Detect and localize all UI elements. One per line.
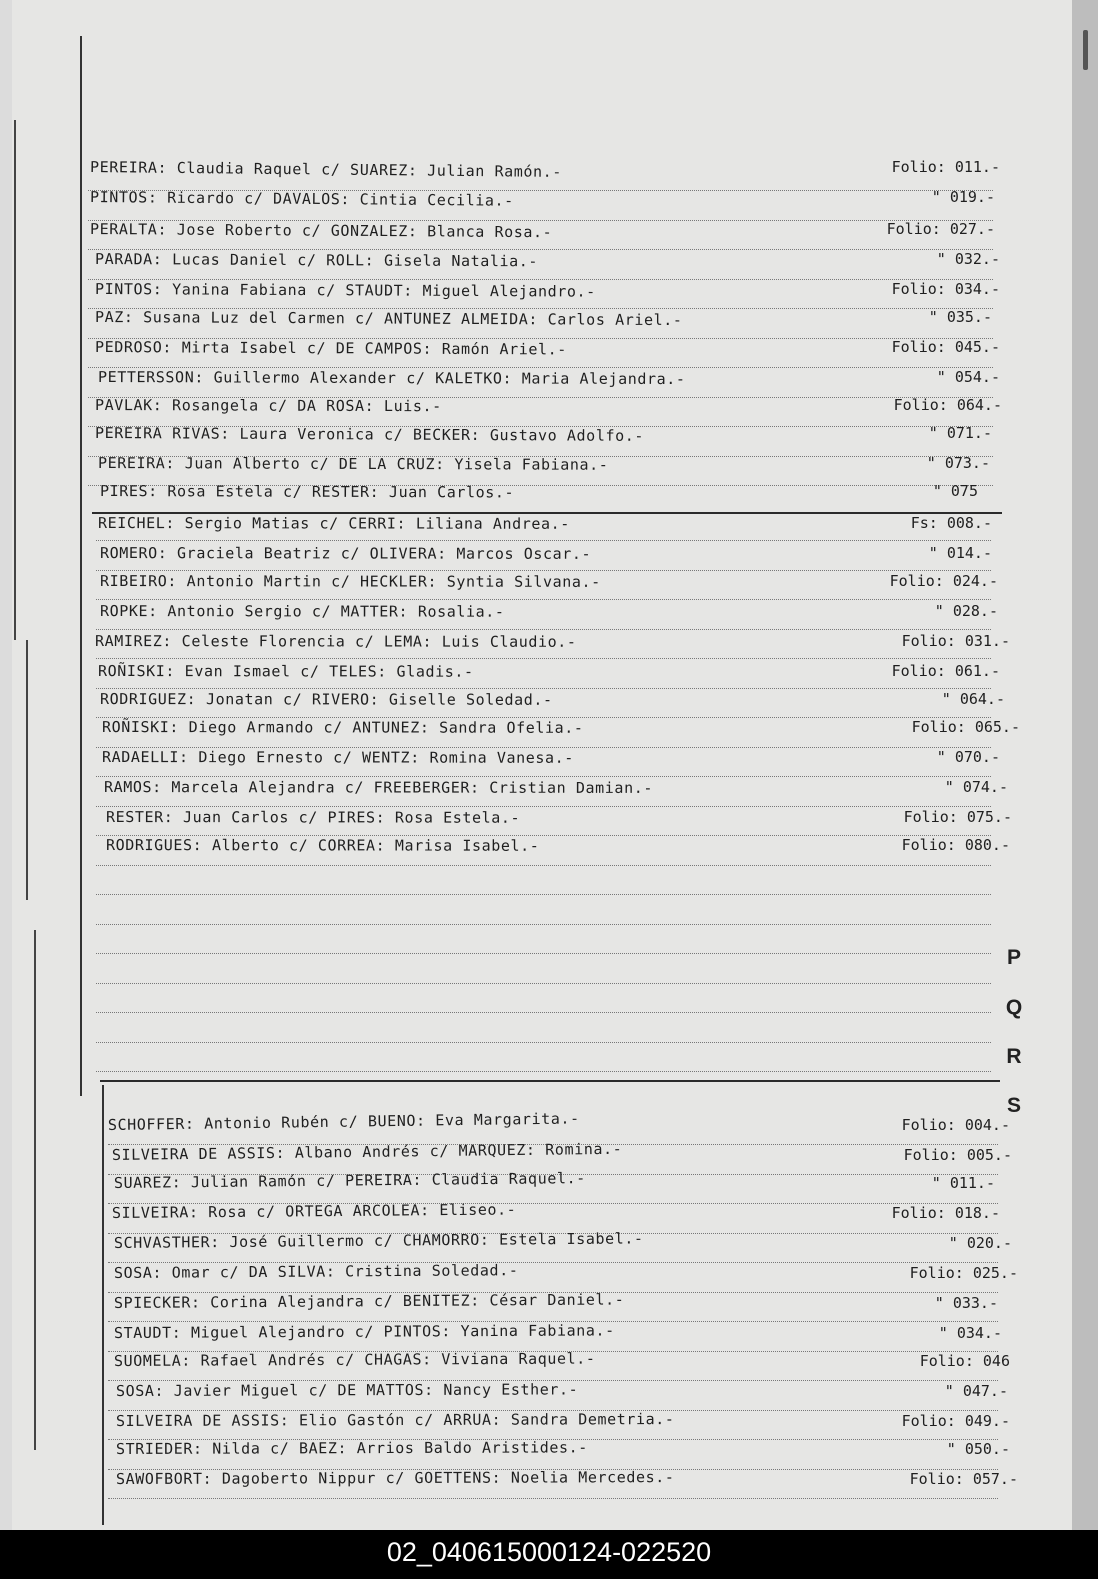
entry-parties: PIRES: Rosa Estela c/ RESTER: Juan Carlos.-	[100, 482, 515, 502]
entry-parties: RADAELLI: Diego Ernesto c/ WENTZ: Romina Vanesa.-	[102, 748, 574, 767]
entry-folio: Folio: 064.-	[893, 396, 1002, 414]
entry-folio: Folio: 061.-	[891, 662, 1000, 680]
entry-folio: Folio: 065.-	[911, 718, 1020, 736]
entry-folio: " 074.-	[944, 778, 1008, 796]
ledger-line	[96, 599, 991, 600]
ledger-line	[96, 629, 991, 630]
entry-parties: SOSA: Omar c/ DA SILVA: Cristina Soledad.-	[113, 1261, 519, 1282]
entry-folio: Folio: 005.-	[903, 1146, 1012, 1164]
ledger-line	[96, 540, 991, 541]
ledger-line	[108, 1498, 998, 1499]
index-letter-p: P	[1006, 946, 1021, 969]
ledger-line	[96, 953, 991, 954]
entry-parties: SPIECKER: Corina Alejandra c/ BENITEZ: César Daniel.-	[113, 1290, 625, 1312]
entry-folio: " 035.-	[928, 308, 992, 326]
ledger-line	[96, 806, 991, 807]
entry-parties: SOSA: Javier Miguel c/ DE MATTOS: Nancy Esther.-	[115, 1380, 579, 1400]
entry-folio: " 019.-	[931, 188, 995, 206]
entry-folio: " 033.-	[934, 1294, 998, 1312]
entry-folio: Folio: 025.-	[909, 1264, 1018, 1282]
entry-parties: PEDROSO: Mirta Isabel c/ DE CAMPOS: Ramón Ariel.-	[95, 338, 568, 359]
ledger-line	[96, 1012, 991, 1013]
entry-parties: RAMIREZ: Celeste Florencia c/ LEMA: Luis Claudio.-	[95, 632, 577, 651]
entry-folio: Folio: 031.-	[901, 632, 1010, 650]
entry-folio: Fs: 008.-	[910, 514, 992, 532]
entry-folio: " 020.-	[948, 1234, 1012, 1252]
ledger-line	[96, 570, 991, 571]
entry-folio: " 064.-	[941, 690, 1005, 708]
left-edge-mark	[34, 930, 36, 1450]
entry-parties: RODRIGUES: Alberto c/ CORREA: Marisa Isabel.-	[106, 836, 540, 855]
left-margin-line	[80, 36, 82, 1096]
entry-parties: ROMERO: Graciela Beatriz c/ OLIVERA: Marcos Oscar.-	[100, 544, 592, 563]
left-edge-mark	[14, 120, 16, 640]
left-margin-line-lower	[102, 1085, 104, 1525]
entry-folio: Folio: 057.-	[909, 1470, 1018, 1488]
section-rule-r-s	[100, 1080, 1000, 1082]
entry-folio: Folio: 024.-	[889, 572, 998, 590]
ledger-line	[96, 688, 991, 689]
entry-parties: PINTOS: Yanina Fabiana c/ STAUDT: Miguel Alejandro.-	[95, 280, 596, 301]
entry-folio: " 070.-	[936, 748, 1000, 766]
entry-folio: " 011.-	[931, 1174, 995, 1192]
entry-parties: RIBEIRO: Antonio Martin c/ HECKLER: Syntia Silvana.-	[100, 572, 601, 591]
ledger-line	[96, 658, 991, 659]
entry-parties: SILVEIRA DE ASSIS: Albano Andrés c/ MARQUEZ: Romina.-	[111, 1139, 623, 1164]
entry-parties: SCHVASTHER: José Guillermo c/ CHAMORRO: Estela Isabel.-	[113, 1229, 644, 1252]
entry-folio: " 034.-	[938, 1324, 1002, 1342]
page-edge-shadow	[1072, 0, 1098, 1530]
entry-parties: PINTOS: Ricardo c/ DAVALOS: Cintia Cecilia.-	[90, 188, 514, 210]
index-letter-r: R	[1006, 1045, 1022, 1068]
entry-folio: Folio: 018.-	[891, 1204, 1000, 1222]
ledger-line	[96, 924, 991, 925]
entry-folio: Folio: 011.-	[891, 158, 1000, 176]
entry-parties: SAWOFBORT: Dagoberto Nippur c/ GOETTENS: Noelia Mercedes.-	[115, 1468, 675, 1488]
entry-parties: STRIEDER: Nilda c/ BAEZ: Arrios Baldo Aristides.-	[115, 1438, 588, 1458]
entry-parties: PEREIRA: Claudia Raquel c/ SUAREZ: Julian Ramón.-	[90, 158, 563, 181]
entry-parties: ROÑISKI: Diego Armando c/ ANTUNEZ: Sandra Ofelia.-	[102, 718, 584, 737]
entry-parties: RAMOS: Marcela Alejandra c/ FREEBERGER: Cristian Damian.-	[104, 778, 653, 797]
entry-folio: " 032.-	[936, 250, 1000, 268]
entry-parties: PARADA: Lucas Daniel c/ ROLL: Gisela Natalia.-	[95, 250, 539, 271]
entry-folio: " 047.-	[944, 1382, 1008, 1400]
left-edge-mark	[26, 640, 28, 900]
entry-folio: " 075	[932, 482, 978, 500]
entry-parties: PEREIRA RIVAS: Laura Veronica c/ BECKER: Gustavo Adolfo.-	[95, 424, 645, 445]
entry-parties: PETTERSSON: Guillermo Alexander c/ KALETKO: Maria Alejandra.-	[98, 368, 686, 389]
entry-parties: RESTER: Juan Carlos c/ PIRES: Rosa Estela.-	[106, 808, 521, 827]
entry-folio: Folio: 049.-	[901, 1412, 1010, 1430]
entry-parties: PERALTA: Jose Roberto c/ GONZALEZ: Blanca Rosa.-	[90, 220, 553, 242]
entry-folio: " 071.-	[928, 424, 992, 442]
binding-mark	[1083, 30, 1088, 70]
entry-parties: REICHEL: Sergio Matias c/ CERRI: Liliana Andrea.-	[98, 514, 570, 533]
entry-parties: PAVLAK: Rosangela c/ DA ROSA: Luis.-	[95, 396, 442, 416]
ledger-line	[96, 894, 991, 895]
entry-parties: SILVEIRA: Rosa c/ ORTEGA ARCOLEA: Eliseo.-	[111, 1200, 517, 1222]
ledger-line	[96, 983, 991, 984]
entry-folio: " 050.-	[946, 1440, 1010, 1458]
entry-parties: PEREIRA: Juan Alberto c/ DE LA CRUZ: Yisela Fabiana.-	[98, 454, 609, 474]
entry-folio: Folio: 034.-	[891, 280, 1000, 298]
entry-folio: Folio: 075.-	[903, 808, 1012, 826]
entry-folio: Folio: 027.-	[886, 220, 995, 238]
entry-parties: RODRIGUEZ: Jonatan c/ RIVERO: Giselle Soledad.-	[100, 690, 553, 709]
entry-folio: " 028.-	[934, 602, 998, 620]
entry-parties: SUAREZ: Julian Ramón c/ PEREIRA: Claudia Raquel.-	[113, 1169, 586, 1192]
index-letter-q: Q	[1005, 996, 1023, 1019]
entry-folio: Folio: 080.-	[901, 836, 1010, 854]
entry-folio: Folio: 004.-	[901, 1116, 1010, 1134]
entry-folio: " 073.-	[926, 454, 990, 472]
entry-folio: " 054.-	[936, 368, 1000, 386]
index-letter-s: S	[1006, 1094, 1021, 1117]
ledger-line	[96, 1042, 991, 1043]
entry-parties: SCHOFFER: Antonio Rubén c/ BUENO: Eva Margarita.-	[107, 1109, 580, 1134]
entry-parties: PAZ: Susana Luz del Carmen c/ ANTUNEZ ALMEIDA: Carlos Ariel.-	[95, 308, 683, 330]
entry-parties: SUOMELA: Rafael Andrés c/ CHAGAS: Viviana Raquel.-	[113, 1349, 596, 1370]
entry-folio: Folio: 046	[919, 1352, 1010, 1370]
document-id: 02_040615000124-022520	[386, 1537, 712, 1567]
entry-parties: SILVEIRA DE ASSIS: Elio Gastón c/ ARRUA: Sandra Demetria.-	[115, 1410, 675, 1430]
entry-folio: " 014.-	[928, 544, 992, 562]
ledger-line	[96, 1071, 991, 1072]
entry-parties: ROÑISKI: Evan Ismael c/ TELES: Gladis.-	[98, 662, 474, 681]
entry-parties: STAUDT: Miguel Alejandro c/ PINTOS: Yanina Fabiana.-	[113, 1321, 615, 1342]
ledger-line	[96, 865, 991, 866]
entry-parties: ROPKE: Antonio Sergio c/ MATTER: Rosalia.-	[100, 602, 505, 621]
entry-folio: Folio: 045.-	[891, 338, 1000, 356]
ledger-line	[96, 776, 991, 777]
